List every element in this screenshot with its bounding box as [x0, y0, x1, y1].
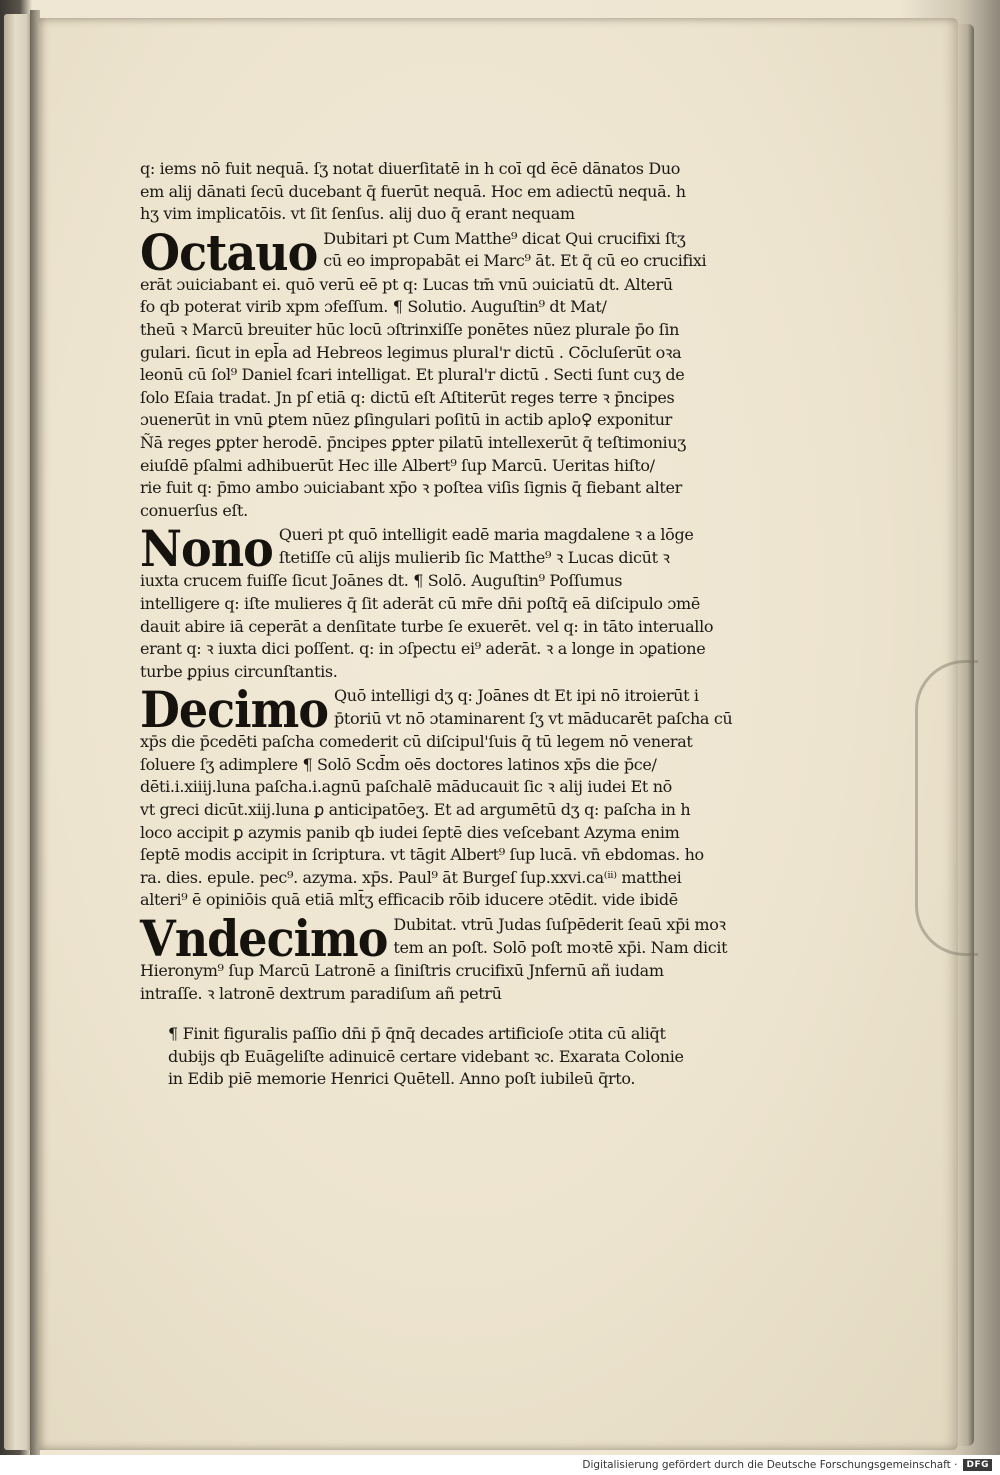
text-line: dēti.i.xiiij.luna paſcha.i.agnū paſchalē māducauit ſic ꝛ alij iudei Et nō	[140, 777, 672, 797]
text-line: ẜo qb poterat virib xpm ɔfeſſum. ¶ Solutio. Auguſtin⁹ dt Mat/	[140, 297, 607, 317]
text-line: xp̄s die p̄cedēti paſcha comederit cū diſcipul'ſuis q̄ tū legem nō venerat	[140, 732, 693, 752]
funding-text: Digitalisierung gefördert durch die Deutsche Forschungsgemeinschaft ·	[582, 1459, 958, 1471]
section-vndecimo	[140, 909, 780, 1005]
section-nono	[140, 519, 780, 683]
left-page-edge	[4, 14, 32, 1450]
text-line: Queri pt quō intelligit eadē maria magdalene ꝛ a lōge	[278, 525, 694, 545]
section-heading-row	[140, 909, 780, 969]
text-line: leonū cū ſol⁹ Daniel ẜcari intelligat. Et plural'r dictū . Secti ſunt cuʒ de	[140, 365, 685, 385]
text-line: ſtetiſſe cū alijs mulierib ſic Matthe⁹ ꝛ Lucas dicūt ꝛ	[278, 547, 670, 567]
heading-lines	[393, 914, 780, 959]
text-line: alteri⁹ ē opiniōis quā etiā mlt̄ʒ efficacib rōib iducere ɔtēdit. vide ibidē	[140, 890, 678, 910]
text-line: p̄toriū vt nō ɔtaminarent ſʒ vt māducarēt paſcha cū	[334, 708, 733, 728]
text-line: Ñā reges ꝑpter herodē. p̄ncipes ꝑpter pilatū intellexerūt q̄ teſtimoniuʒ	[140, 432, 686, 452]
text-line: hʒ vim implicatōis. vt ſit ſenſus. alij duo q̄ erant nequam	[140, 204, 575, 224]
text-line: em alij dānati ſecū ducebant q̄ fuerūt nequā. Hoc em adiectū nequā. h	[140, 181, 686, 201]
section-heading-row	[140, 519, 780, 579]
text-line: intraſſe. ꝛ latronē dextrum paradiſum añ petrū	[140, 983, 502, 1003]
dfg-logo-icon: DFG	[963, 1459, 992, 1471]
text-line: theū ꝛ Marcū breuiter hūc locū ɔſtrinxiſſe ponētes nūez plurale p̄o ſin	[140, 319, 680, 339]
text-line: erant q: ꝛ iuxta dici poſſent. q: in ɔſpectu ei⁹ aderāt. ꝛ a longe in ɔꝑatione	[140, 639, 706, 659]
section-decimo	[140, 680, 780, 912]
text-line: eiuſdē pſalmi adhibuerūt Hec ille Albert⁹ ſup Marcū. Ueritas hiſto/	[140, 455, 655, 475]
text-line: dubijs qb Euāgeliſte adinuicē certare videbant ꝛc. Exarata Colonie	[168, 1046, 684, 1066]
text-line: ra. dies. epule. pec⁹. azyma. xp̄s. Paul⁹ āt Burgeſ ſup.xxvi.ca⁽ⁱⁱ⁾ matthei	[140, 867, 682, 887]
text-line: dauit abire iā ceperāt a denſitate turbe ſe exuerēt. vel q: in tāto interuallo	[140, 616, 714, 636]
text-line: rie fuit q: p̄mo ambo ɔuiciabant xp̄o ꝛ poſtea viſis ſignis q̄ fiebant alter	[140, 478, 682, 498]
text-line: tem an poſt. Solō poſt moꝛtē xp̄i. Nam dicit	[393, 937, 728, 957]
heading-lines	[323, 228, 780, 273]
text-line: intelligere q: iſte mulieres q̄ ſit aderāt cū mr̄e dn̄i poſtq̄ eā diſcipulo ɔmē	[140, 593, 700, 613]
text-line: q: iems nō fuit nequā. ſʒ notat diuerſitatē in h coī qd ēcē dānatos Duo	[140, 159, 681, 178]
text-line: Hieronym⁹ ſup Marcū Latronē a ſiniſtris crucifixū Jnfernū añ iudam	[140, 961, 664, 981]
text-line: loco accipit ꝑ azymis panib qb iudei ſeptē dies veſcebant Azyma enim	[140, 822, 680, 842]
section-initial: Vndecimo	[140, 909, 388, 969]
text-line: Quō intelligi dʒ q: Joānes dt Et ipi nō itroierūt i	[334, 686, 699, 706]
heading-lines	[334, 685, 780, 730]
heading-lines	[279, 524, 780, 569]
text-line: conuerſus eſt.	[140, 500, 248, 520]
text-line: erāt ɔuiciabant ei. quō verū eē pt q: Lucas tm̄ vnū ɔuiciatū dt. Alterū	[140, 274, 673, 294]
colophon	[140, 1023, 780, 1091]
text-line: Dubitat. vtrū Judas ſuſpēderit ſeaū xp̄i moꝛ	[393, 915, 726, 935]
section-initial: Nono	[140, 519, 273, 579]
text-line: ¶ Finit figuralis paſſio dn̄i p̄ q̄nq̄ decades artificioſe ɔtita cū aliq̄t	[168, 1024, 666, 1044]
text-line: ɔuenerūt in vnū ꝑtem nūez ꝑſingulari poſitū in actib aplo♀ exponitur	[140, 410, 672, 430]
text-line: in Edib piē memorie Henrici Quētell. Anno poſt iubileū q̄rto.	[168, 1069, 636, 1089]
text-line: ſolo Eſaia tradat. Jn pſ etiā q: dictū eſt Aſtiterūt reges terre ꝛ p̄ncipes	[140, 387, 675, 407]
funding-footer	[0, 1455, 1000, 1475]
text-block	[140, 158, 780, 1091]
text-line: vt greci dicūt.xiij.luna ꝑ anticipatōeʒ. Et ad argumētū dʒ q: paſcha in h	[140, 800, 691, 820]
section-octauo	[140, 223, 780, 523]
text-line: cū eo impropabāt ei Marc⁹ āt. Et q̄ cū eo crucifixi	[323, 251, 707, 271]
text-line: iuxta crucem fuiſſe ſicut Joānes dt. ¶ Solō. Auguſtin⁹ Poſſumus	[140, 571, 623, 591]
text-line: turbe ꝑpius circunſtantis.	[140, 661, 338, 681]
text-line: ſeptē modis accipit in ſcriptura. vt tāgit Albert⁹ ſup lucā. vn̄ ebdomas. ho	[140, 845, 704, 865]
text-line: Dubitari pt Cum Matthe⁹ dicat Qui crucifixi ſtʒ	[323, 228, 686, 248]
section-heading-row	[140, 680, 780, 740]
text-line: ſoluere ſʒ adimplere ¶ Solō Scd̄m oēs doctores latinos xp̄s die p̄ce/	[140, 754, 657, 774]
section-initial: Decimo	[140, 680, 328, 740]
clip-shadow	[915, 660, 978, 956]
text-line: gulari. ſicut in epl̄a ad Hebreos legimus plural'r dictū . Cōcluſerūt oꝛa	[140, 342, 682, 362]
section-heading-row	[140, 223, 780, 282]
section-initial: Octauo	[140, 223, 318, 282]
